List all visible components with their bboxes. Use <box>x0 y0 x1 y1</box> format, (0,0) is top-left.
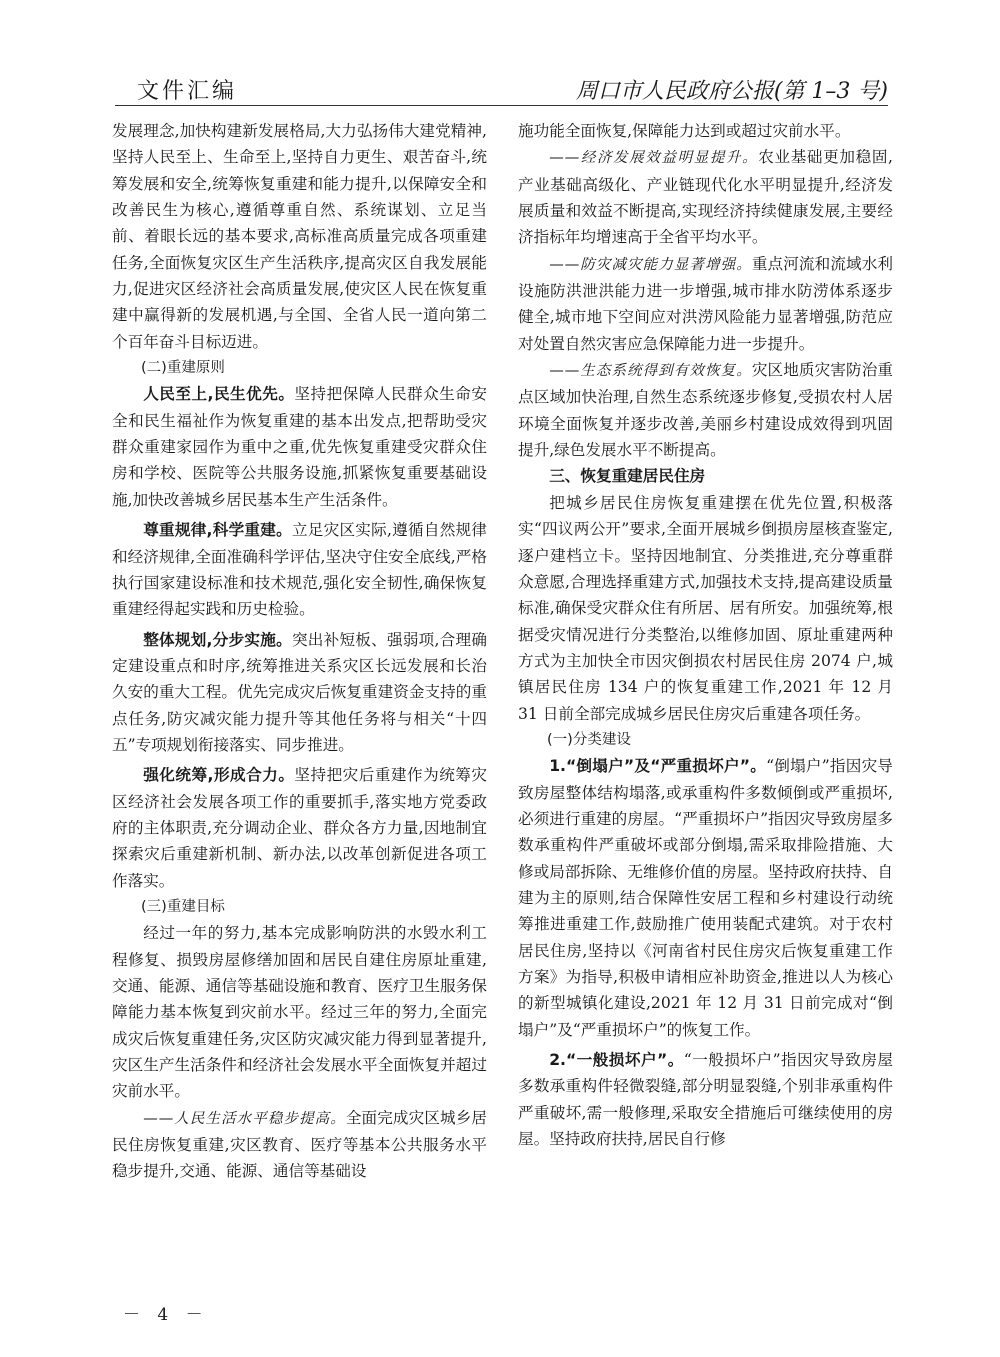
goal-living-title: ——人民生活水平稳步提高。 <box>143 1110 346 1127</box>
paragraph-damaged-houses <box>518 1047 893 1152</box>
damaged-houses-text: “一般损坏户”指因灾导致房屋多数承重构件轻微裂缝,部分明显裂缝,个别非承重构件严重破坏,需一般修理,采取安全措施后可继续使用的房屋。坚持政府扶持,居民自行修 <box>518 1051 893 1149</box>
principle-2-title: 尊重规律,科学重建。 <box>143 521 292 540</box>
page-number: － 4 － <box>123 1305 209 1325</box>
left-column <box>112 118 487 1185</box>
principle-1-text: 坚持把保障人民群众生命安全和民生福祉作为恢复重建的基本出发点,把帮助受灾群众重建家园作为重中之重,优先恢复重建受灾群众住房和学校、医院等公共服务设施,抓紧恢复重要基础设施,加快改善城乡居民基本生产生活条件。 <box>112 385 487 509</box>
goal-disaster-title: ——防灾减灾能力显著增强。 <box>549 256 752 273</box>
goal-disaster-text: 重点河流和流域水利设施防洪泄洪能力进一步增强,城市排水防涝体系逐步健全,城市地下空间应对洪涝风险能力显著增强,防范应对处置自然灾害应急保障能力进一步提升。 <box>518 254 893 353</box>
heading-goals: (三)重建目标 <box>141 898 225 915</box>
paragraph-goal-living <box>112 1105 487 1185</box>
principle-3-text: 突出补短板、强弱项,合理确定建设重点和时序,统筹推进关系灾区长远发展和长治久安的重大工程。优先完成灾后恢复重建资金支持的重点任务,防灾减灾能力提升等其他任务将与相关“十四五”专项规划衔接落实、同步推进。 <box>112 630 487 754</box>
right-column <box>518 118 893 1152</box>
section-title: 文件汇编 <box>137 79 238 104</box>
paragraph-goal-ecology <box>518 357 893 463</box>
paragraph-goals: 经过一年的努力,基本完成影响防洪的水毁水利工程修复、损毁房屋修缮加固和居民自建住房原址重建,交通、能源、通信等基础设施和教育、医疗卫生服务保障能力基本恢复到灾前水平。经过三年的努力,全面完成灾后恢复重建任务,灾区防灾减灾能力得到显著提升,灾区生产生活条件和经济社会发展水平全面恢复并超过灾前水平。 <box>112 924 487 1101</box>
damaged-houses-title: 2.“一般损坏户”。 <box>549 1051 684 1070</box>
paragraph-goal-economy <box>518 144 893 250</box>
heading-principles: (二)重建原则 <box>141 360 225 377</box>
paragraph-principle-2 <box>112 517 487 622</box>
goal-economy-title: ——经济发展效益明显提升。 <box>549 150 759 167</box>
principle-2-text: 立足灾区实际,遵循自然规律和经济规律,全面准确科学评估,坚决守住安全底线,严格执行国家建设标准和技术规范,强化安全韧性,确保恢复重建经得起实践和历史检验。 <box>112 521 487 619</box>
paragraph-principle-3 <box>112 627 487 759</box>
principle-4-text: 坚持把灾后重建作为统筹灾区经济社会发展各项工作的重要抓手,落实地方党委政府的主体职责,充分调动企业、群众各方力量,因地制宜探索灾后重建新机制、新办法,以改革创新促进各项工作落实。 <box>112 766 487 890</box>
goal-living-text: 全面完成灾区城乡居民住房恢复重建,灾区教育、医疗等基本公共服务水平稳步提升,交通、能源、通信等基础设 <box>112 1108 487 1181</box>
goal-ecology-text: 灾区地质灾害防治重点区域加快治理,自然生态系统逐步修复,受损农村人居环境全面恢复并逐步改善,美丽乡村建设成效得到巩固提升,绿色发展水平不断提高。 <box>518 361 893 460</box>
paragraph-principle-1 <box>112 381 487 513</box>
collapsed-houses-text: “倒塌户”指因灾导致房屋整体结构塌落,或承重构件多数倾倒或严重损坏,必须进行重建的房屋。“严重损坏户”指因灾导致房屋多数承重构件严重破坏或部分倒塌,需采取排险措施、大修或局部拆除、无维修价值的房屋。坚持政府扶持、自建为主的原则,结合保障性安居工程和乡村建设行动统筹推进重建工作,鼓励推广使用装配式建筑。对于农村居民住房,坚持以《河南省村民住房灾后恢复重建工作方案》为指导,积极申请相应补助资金,推进以人为核心的新型城镇化建设,2021 年 12 月 31 日前完成对“倒塌户”及“严重损坏户”的恢复工作。 <box>518 757 893 1039</box>
goal-economy-text: 农业基础更加稳固,产业基础高级化、产业链现代化水平明显提升,经济发展质量和效益不断提高,实现经济持续健康发展,主要经济指标年均增速高于全省平均水平。 <box>518 148 893 247</box>
principle-4-title: 强化统筹,形成合力。 <box>143 766 295 785</box>
paragraph-collapsed-houses <box>518 753 893 1043</box>
heading-section-3: 三、恢复重建居民住房 <box>549 467 706 486</box>
principle-3-title: 整体规划,分步实施。 <box>143 630 292 649</box>
heading-classified: (一)分类建设 <box>547 731 631 748</box>
goal-ecology-title: ——生态系统得到有效恢复。 <box>549 363 752 380</box>
paragraph-intro: 发展理念,加快构建新发展格局,大力弘扬伟大建党精神,坚持人民至上、生命至上,坚持自力更生、艰苦奋斗,统筹发展和安全,统筹恢复重建和能力提升,以保障安全和改善民生为核心,遵循尊重自然、系统谋划、立足当前、着眼长远的基本要求,高标准高质量完成各项重建任务,全面恢复灾区生产生活秩序,提高灾区自我发展能力,促进灾区经济社会高质量发展,使灾区人民在恢复重建中赢得新的发展机遇,与全国、全省人民一道向第二个百年奋斗目标迈进。 <box>112 122 487 351</box>
publication-title: 周口市人民政府公报(第 1–3 号) <box>575 79 888 104</box>
paragraph-housing: 把城乡居民住房恢复重建摆在优先位置,积极落实“四议两公开”要求,全面开展城乡倒损房屋核查鉴定,逐户建档立卡。坚持因地制宜、分类推进,充分尊重群众意愿,合理选择重建方式,加强技术支持,提高建设质量标准,确保受灾群众住有所居、居有所安。加强统筹,根据受灾情况进行分类整治,以维修加固、原址重建两种方式为主加快全市因灾倒损农村居民住房 2074 户,城镇居民住房 134 户的恢复重建工作,2021 年 12 月 31 日前全部完成城乡居民住房灾后重建各项任务。 <box>518 493 893 723</box>
paragraph-goal-disaster <box>518 251 893 357</box>
principle-1-title: 人民至上,民生优先。 <box>143 385 295 404</box>
header-rule <box>115 105 888 106</box>
paragraph-principle-4 <box>112 762 487 894</box>
paragraph-continued: 施功能全面恢复,保障能力达到或超过灾前水平。 <box>518 122 851 140</box>
collapsed-houses-title: 1.“倒塌户”及“严重损坏户”。 <box>549 757 767 776</box>
page-header <box>115 70 888 104</box>
